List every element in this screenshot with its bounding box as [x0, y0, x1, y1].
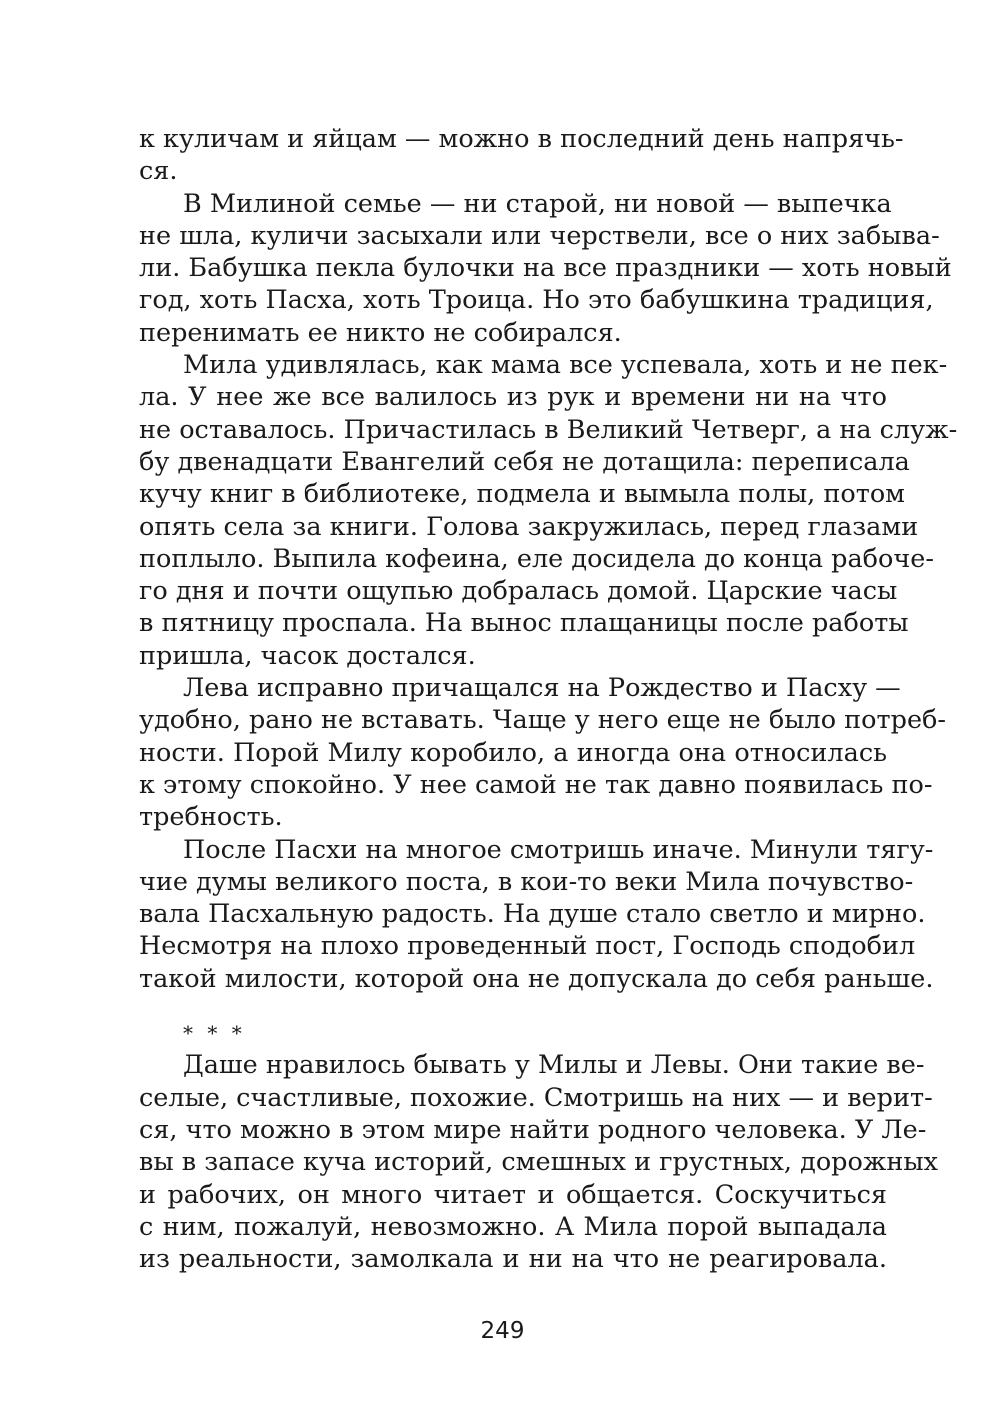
text-line: селые, счастливые, похожие. Смотришь на них — и верит- [139, 1082, 933, 1113]
section-separator: * * * [183, 1021, 246, 1046]
paragraph [139, 1049, 938, 1275]
body-text [139, 123, 958, 1275]
text-line: бу двенадцати Евангелий себя не дотащила: переписала [139, 446, 910, 477]
text-line: ли. Бабушка пекла булочки на все праздники — хоть новый [139, 253, 952, 284]
section-gap [139, 995, 887, 1017]
text-line: После Пасхи на многое смотришь иначе. Минули тягу- [183, 834, 934, 865]
text-line: ся. [139, 156, 178, 187]
text-line: Даше нравилось бывать у Милы и Левы. Они такие ве- [183, 1050, 925, 1081]
text-line: ности. Порой Милу коробило, а иногда она относилась [139, 737, 887, 768]
text-line: в пятницу проспала. На вынос плащаницы после работы [139, 608, 909, 639]
text-line: Лева исправно причащался на Рождество и Пасху — [183, 673, 901, 704]
text-line: к этому спокойно. У нее самой не так давно появилась по- [139, 769, 933, 800]
text-line: го дня и почти ощупью добралась домой. Царские часы [139, 576, 898, 607]
paragraph [139, 188, 952, 349]
text-line: не шла, куличи засыхали или черствели, все о них забыва- [139, 220, 940, 251]
text-line: с ним, пожалуй, невозможно. А Мила порой выпадала [139, 1211, 887, 1242]
text-line: ся, что можно в этом мире найти родного человека. У Ле- [139, 1114, 927, 1145]
text-line: удобно, рано не вставать. Чаще у него еще не было потреб- [139, 705, 947, 736]
text-line: к куличам и яйцам — можно в последний день напрячь- [139, 124, 904, 154]
text-line: В Милиной семье — ни старой, ни новой — выпечка [183, 188, 892, 219]
text-line: поплыло. Выпила кофеина, еле досидела до конца рабоче- [139, 543, 934, 574]
text-line: вы в запасе куча историй, смешных и грустных, дорожных [139, 1147, 938, 1178]
text-line: такой милости, которой она не допускала до себя раньше. [139, 963, 934, 994]
text-line: опять села за книги. Голова закружилась, перед глазами [139, 511, 919, 542]
text-line: перенимать ее никто не собирался. [139, 317, 622, 348]
text-line: из реальности, замолкала и ни на что не реагировала. [139, 1244, 887, 1275]
paragraph [139, 349, 958, 672]
text-line: требность. [139, 802, 283, 833]
text-line: Несмотря на плохо проведенный пост, Господь сподобил [139, 931, 916, 962]
text-line: кучу книг в библиотеке, подмела и вымыла полы, потом [139, 479, 906, 510]
text-line: и рабочих, он много читает и общается. Соскучиться [139, 1179, 887, 1210]
text-line: ла. У нее же все валилось из рук и времени ни на что [139, 382, 887, 413]
text-line: Мила удивлялась, как мама все успевала, хоть и не пек- [183, 350, 948, 381]
text-line: пришла, часок достался. [139, 640, 476, 671]
text-line: чие думы великого поста, в кои-то веки Мила почувство- [139, 866, 914, 897]
paragraph [139, 123, 904, 188]
text-line: год, хоть Пасха, хоть Троица. Но это бабушкина традиция, [139, 285, 934, 316]
text-line: вала Пасхальную радость. На душе стало светло и мирно. [139, 899, 926, 930]
paragraph [139, 672, 947, 833]
paragraph [139, 834, 934, 995]
text-line: не оставалось. Причастилась в Великий Четверг, а на служ- [139, 414, 958, 445]
page-number: 249 [480, 1318, 525, 1344]
